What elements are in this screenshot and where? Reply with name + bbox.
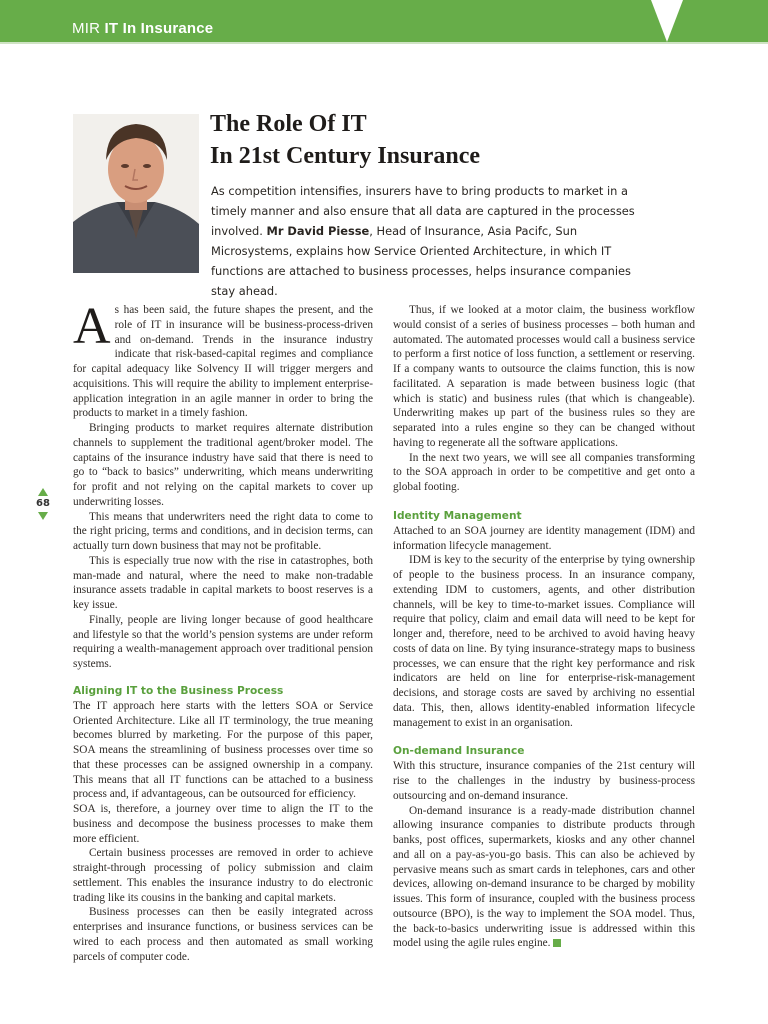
triangle-notch-icon bbox=[651, 0, 683, 42]
paragraph: Thus, if we looked at a motor claim, the business workflow would consist of a series of business processes – both human and automated. The automated processes would call a business service to perform a first notice of loss function, a settlement or reserving. If a company wants to outsource the claims function, this is now facilitated. A separation is made between business logic (that which is static) and business rules (that which is changeable). Underwriting makes up part of the business rules so they are separated into a rules engine so they can be changed without having to regenerate all the software applications. bbox=[393, 304, 695, 449]
subheading: On-demand Insurance bbox=[393, 745, 525, 758]
paragraph: In the next two years, we will see all companies transforming to the SOA approach in order to be competitive and get onto a global footing. bbox=[393, 451, 695, 493]
paragraph: The IT approach here starts with the letters SOA or Service Oriented Architecture. Like all IT terminology, the true meaning becomes blurred by marketing. For the purpose of this paper, SOA means the streamlining of business processes over time so that these processes can be assigned ownership in a company. This means that all IT functions can be attached to a business process and, if advantageous, can be outsourced for efficiency. bbox=[73, 699, 373, 801]
paragraph: With this structure, insurance companies of the 21st century will rise to the challenges in the industry by business-process outsourcing and on-demand insurance. bbox=[393, 760, 695, 802]
section-title bbox=[72, 20, 213, 37]
page-number: 68 bbox=[36, 498, 50, 509]
triangle-down-icon bbox=[38, 512, 48, 520]
publication-name: MIR bbox=[72, 20, 101, 37]
standfirst-intro: As competition intensifies, insurers have to bring products to market in a timely manner and also ensure that all data are captured in the processes involved. bbox=[211, 184, 635, 238]
title-line-2: In 21st Century Insurance bbox=[210, 143, 481, 169]
title-line-1: The Role Of IT bbox=[210, 111, 367, 137]
section-header-bar bbox=[0, 0, 768, 42]
subheading: Aligning IT to the Business Process bbox=[73, 684, 284, 697]
paragraph bbox=[73, 298, 373, 421]
end-of-article-icon bbox=[553, 939, 561, 947]
subheading: Identity Management bbox=[393, 509, 522, 522]
paragraph: Business processes can then be easily integrated across enterprises and insurance functions, or business services can be wired to each process and then automated as small working parcels of computer code. bbox=[73, 906, 373, 963]
paragraph: Finally, people are living longer because of good healthcare and lifestyle so that the world’s pension systems are under reform requiring a wealth-management approach over traditional pension systems. bbox=[73, 613, 373, 670]
paragraph-text: On-demand insurance is a ready-made distribution channel allowing insurance companies to distribute products through banks, post offices, supermarkets, kiosks and any other channel and all on a pay-as-you-go basis. This can also be achieved by pervasive means such as smart cards in telephones, cars and other devices, allowing on-demand insurance to be charged by mobility issues. This form of insurance, coupled with the business process outsource (BPO), is the way to implement the SOA model. Thus, the back-to-basics underwriting issue is addressed within this model using the agile rules engine. bbox=[393, 804, 695, 950]
paragraph: SOA is, therefore, a journey over time to align the IT to the business and decompose the business processes to make them more efficient. bbox=[73, 803, 373, 845]
page-number-marker bbox=[33, 488, 53, 520]
drop-cap: A bbox=[73, 298, 111, 355]
paragraph: IDM is key to the security of the enterprise by tying ownership of people to the business process. In an insurance company, extending IDM to customers, agents, and other distribution channels, will be key to time-to-market issues. Compliance will require that policy, claim and email data will need to be kept for longer and, therefore, need to be archived to avoid having heavy costs of data on line. By tying insurance-strategy maps to business processes, we can ensure that the right key performance and risk indicators are held on line for enterprise-risk-management decisions, and storage costs are saved by archiving no essential data. This, then, allows identity-enabled information lifecycle management to exist in an organisation. bbox=[393, 554, 695, 729]
paragraph: Attached to an SOA journey are identity management (IDM) and information lifecycle management. bbox=[393, 524, 695, 552]
paragraph: Certain business processes are removed in order to achieve straight-through processing of policy submission and claim settlement. This enables the insurance industry to do electronic trading like its cousins in the banking and capital markets. bbox=[73, 847, 373, 904]
standfirst bbox=[211, 181, 651, 301]
paragraph bbox=[393, 804, 695, 952]
author-name: Mr David Piesse bbox=[266, 224, 370, 238]
right-column bbox=[393, 303, 695, 951]
article-title bbox=[210, 108, 480, 172]
paragraph: Bringing products to market requires alternate distribution channels to supplement the traditional agent/broker model. The captains of the insurance industry have said that there is need to go to “back to basics” underwriting, which means underwriting for profit and not relying on the capital markets to cover up underwriting losses. bbox=[73, 422, 373, 508]
paragraph: This is especially true now with the rise in catastrophes, both man-made and natural, where the need to make non-tradable insurance assets tradable in capital markets to boost reserves is a key issue. bbox=[73, 554, 373, 611]
header-rule bbox=[0, 42, 768, 44]
author-photo bbox=[73, 114, 199, 273]
left-column bbox=[73, 298, 373, 964]
portrait-image bbox=[73, 114, 199, 273]
paragraph: This means that underwriters need the right data to come to the right pricing, terms and conditions, and in decision terms, can actually turn down business that may not be profitable. bbox=[73, 510, 373, 552]
standfirst-rest: , Head of Insurance, Asia Pacifc, Sun Microsystems, explains how Service Oriented Architecture, in which IT functions are attached to business processes, helps insurance companies stay ahead. bbox=[211, 224, 631, 298]
section-name: IT In Insurance bbox=[104, 20, 214, 37]
paragraph-text: s has been said, the future shapes the present, and the role of IT in insurance will be business-process-driven and on-demand. Trends in the insurance industry indicate that risk-based-capital regimes and compliance for capital adequacy like Solvency II will trigger mergers and acquisitions. This will require the ability to implement enterprise-application integration in an agile manner in order to bring the products to market in a timely fashion. bbox=[73, 304, 373, 420]
triangle-up-icon bbox=[38, 488, 48, 496]
